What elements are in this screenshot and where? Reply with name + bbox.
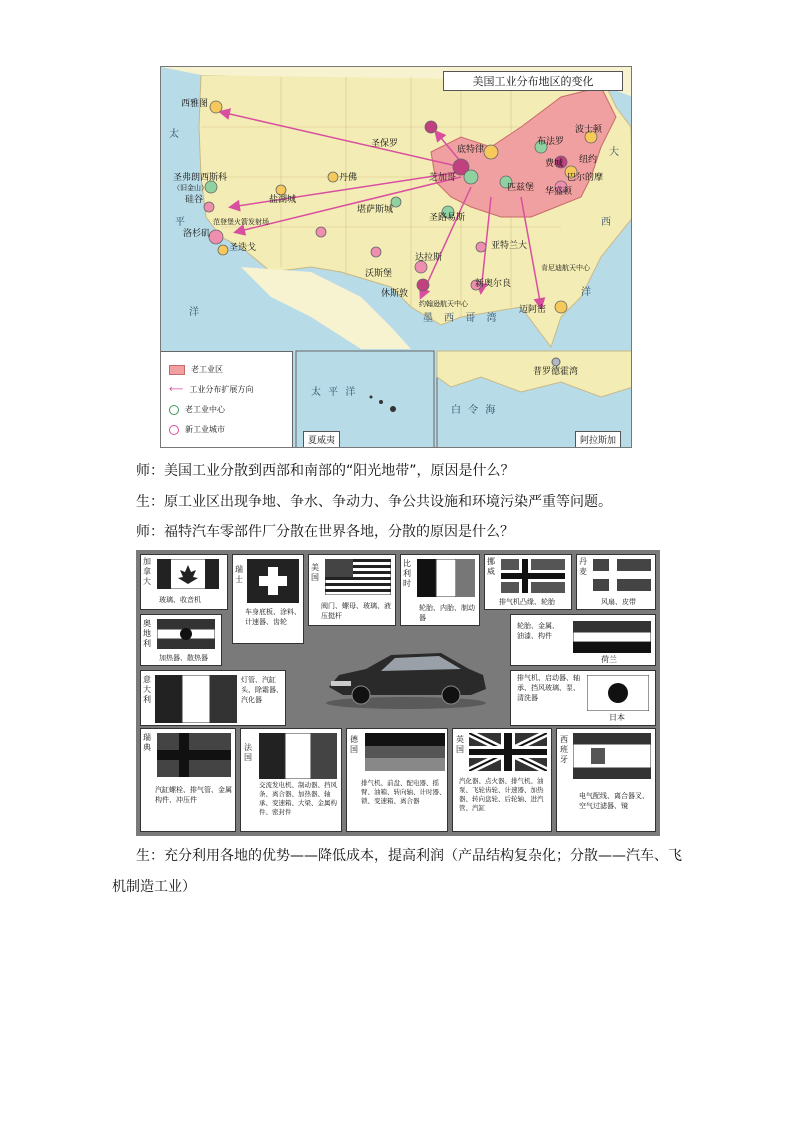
pink-circle-icon xyxy=(169,425,179,435)
card-italy: 意大利 灯管、汽缸头、除霜器、汽化器 xyxy=(140,670,286,726)
flag-austria-icon xyxy=(157,619,215,649)
city-detroit: 底特律 xyxy=(457,145,485,155)
sea-label-pacific-1: 太 xyxy=(169,129,185,140)
sea-label-atlantic-1: 大 xyxy=(609,147,625,158)
city-neworleans: 新奥尔良 xyxy=(475,279,512,289)
flag-usa-icon xyxy=(325,559,391,595)
city-chicago: 芝加哥 xyxy=(429,173,457,183)
legend-item-arrow: ⟵ 工业分布扩展方向 xyxy=(169,384,254,395)
city-sandiego: 圣迭戈 xyxy=(229,243,257,253)
card-switzerland: 瑞士 车身底板、涂料、计速器、齿轮 xyxy=(232,554,304,644)
city-atlanta: 亚特兰大 xyxy=(491,241,528,251)
sea-label-pacific-2: 平 xyxy=(175,217,191,228)
card-belgium: 比利时 轮胎、内胎、制动器 xyxy=(400,554,480,626)
flag-sweden-icon xyxy=(157,733,231,777)
city-seattle: 西雅图 xyxy=(181,99,209,109)
paragraph-student-a1: 生：原工业区出现争地、争水、争动力、争公共设施和环境污染严重等问题。 xyxy=(136,494,612,510)
city-houston: 休斯敦 xyxy=(381,289,409,299)
city-silicon: 硅谷 xyxy=(185,195,204,205)
city-boston: 波士顿 xyxy=(575,125,603,135)
city-la: 洛杉矶 xyxy=(183,229,211,239)
card-netherlands: 轮胎、金属、油漆、构件 荷兰 xyxy=(510,614,656,666)
legend-swatch-icon xyxy=(169,365,185,375)
paragraph-student-a2: 生：充分利用各地的优势——降低成本，提高利润（产品结构复杂化；分散——汽车、飞 xyxy=(136,848,682,864)
card-denmark: 丹麦 风扇、皮带 xyxy=(576,554,656,610)
flag-canada-icon xyxy=(157,559,219,589)
city-sf-alt: （旧金山） xyxy=(173,184,208,192)
green-circle-icon xyxy=(169,405,179,415)
city-baltimore: 巴尔的摩 xyxy=(567,173,604,183)
sea-label-atlantic-3: 洋 xyxy=(581,287,597,298)
card-japan: 排气机、启动器、轴承、挡风玻璃、泵、清洗器 日本 xyxy=(510,670,656,726)
ford-parts-flags-panel xyxy=(136,550,660,836)
sea-label-atlantic-2: 西 xyxy=(601,217,617,228)
card-sweden: 瑞典 汽缸螺栓、排气管、金属构件、冲压件 xyxy=(140,728,236,832)
card-spain: 西班牙 电气配线、离合器叉、空气过滤器、镜 xyxy=(556,728,656,832)
card-uk: 英国 汽化器、点火器、排气机、油泵、飞轮齿轮、计速器、加热器、转向盘轮、后轮轴、进汽管、汽缸 xyxy=(452,728,552,832)
city-kansas: 堪萨斯城 xyxy=(357,205,394,215)
flag-italy-icon xyxy=(155,675,237,723)
city-saltlake: 盐湖城 xyxy=(269,195,297,205)
card-usa: 美国 阀门、螺母、玻璃、液压挺杆 xyxy=(308,554,396,626)
paragraph-teacher-q2: 师：福特汽车零部件厂分散在世界各地，分散的原因是什么？ xyxy=(136,524,514,540)
flag-netherlands-icon xyxy=(573,621,651,653)
legend-item-new-city: 新工业城市 xyxy=(169,424,225,435)
flag-japan-icon xyxy=(587,675,649,711)
city-philly: 费城 xyxy=(545,159,564,169)
flag-switzerland-icon xyxy=(247,559,299,603)
city-ksc: 肯尼迪航天中心 xyxy=(541,264,590,272)
city-miami: 迈阿密 xyxy=(519,305,547,315)
city-dc: 华盛顿 xyxy=(545,187,573,197)
city-ny: 纽约 xyxy=(579,155,598,165)
hawaii-sea-label: 太 平 洋 xyxy=(311,387,358,398)
alaska-inset-label: 阿拉斯加 xyxy=(575,431,621,448)
flag-spain-icon xyxy=(573,733,651,779)
city-sf: 圣弗朗西斯科 xyxy=(173,173,228,183)
city-fortworth: 沃斯堡 xyxy=(365,269,393,279)
city-pittsburgh: 匹兹堡 xyxy=(507,183,535,193)
us-industry-map xyxy=(160,66,632,448)
paragraph-student-a2-cont: 机制造工业） xyxy=(112,879,196,895)
alaska-sea-label: 白 令 海 xyxy=(451,405,498,416)
city-stlouis: 圣路易斯 xyxy=(429,213,466,223)
card-france: 法国 交流发电机、制动器、挡风条、离合器、加热器、轴承、变速箱、大梁、金属构件、密封件 xyxy=(240,728,342,832)
city-dallas: 达拉斯 xyxy=(415,253,443,263)
paragraph-teacher-q1: 师：美国工业分散到西部和南部的“阳光地带”，原因是什么？ xyxy=(136,463,515,479)
city-jsc: 约翰逊航天中心 xyxy=(419,300,468,308)
legend-item-old-center: 老工业中心 xyxy=(169,404,225,415)
card-canada: 加拿大 玻璃、收音机 xyxy=(140,554,228,610)
city-vandenberg: 范登堡火箭发射场 xyxy=(213,218,269,226)
card-norway: 挪威 排气机凸缘、轮胎 xyxy=(484,554,572,610)
flag-france-icon xyxy=(259,733,337,779)
card-austria: 奥地利 加热器、散热器 xyxy=(140,614,222,666)
card-germany: 德国 排气机、前盘、配电器、摇臂、油箱、转向轴、计时器、锁、变速箱、离合器 xyxy=(346,728,448,832)
map-legend xyxy=(161,351,293,448)
flag-uk-icon xyxy=(469,733,547,771)
flag-denmark-icon xyxy=(593,559,651,591)
sea-label-gulf: 墨 西 哥 湾 xyxy=(423,313,501,324)
hawaii-inset-label: 夏威夷 xyxy=(303,431,340,448)
city-buffalo: 布法罗 xyxy=(537,137,565,147)
arrow-icon: ⟵ xyxy=(169,384,184,395)
ford-car-image xyxy=(321,645,491,715)
flag-norway-icon xyxy=(501,559,565,593)
map-title: 美国工业分布地区的变化 xyxy=(443,71,623,91)
city-stpaul: 圣保罗 xyxy=(371,139,399,149)
flag-belgium-icon xyxy=(417,559,475,597)
flag-germany-icon xyxy=(365,733,445,771)
sea-label-pacific-3: 洋 xyxy=(189,307,205,318)
legend-item-old-region: 老工业区 xyxy=(169,364,223,375)
city-denver: 丹佛 xyxy=(339,173,358,183)
city-prudhoe: 普罗德霍湾 xyxy=(533,367,579,377)
